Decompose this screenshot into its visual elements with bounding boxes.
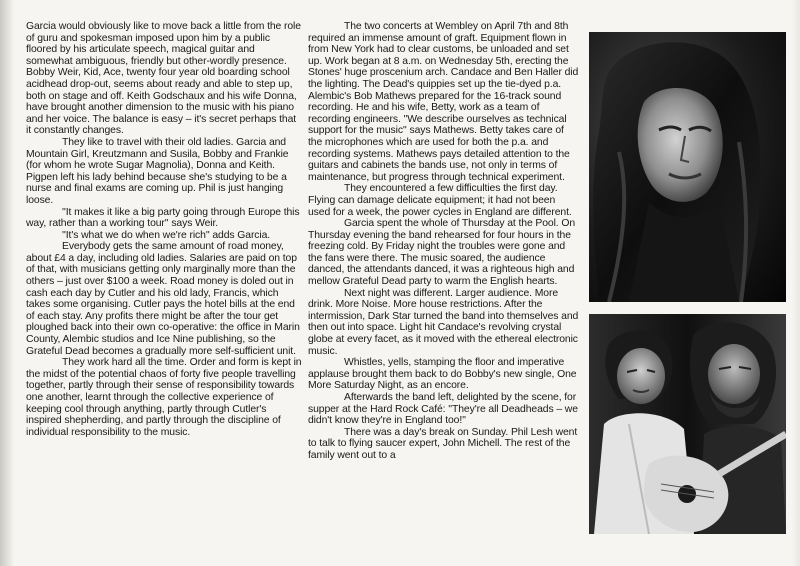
photo-guitarists-on-stage: [589, 314, 786, 534]
paragraph: Whistles, yells, stamping the floor and imperative applause brought them back to do Bobby's new single, One More Saturday Night, as an encore.: [308, 357, 577, 392]
paragraph: ''It's what we do when we're rich'' adds Garcia.: [62, 229, 271, 241]
paragraph: Everybody gets the same amount of road money, about £4 a day, including old ladies. Salaries are paid on top of that, with musicians getting only marginally more than the others – just over $100 a week. Road money is doled out in cash each day by Cutler and his old lady, Francis, which takes some organising. Cutler pays the hotel bills at the end of each stay. Any profits there might be after the tour get ploughed back into their own co-operative: the office in Marin County, Alembic studios and Ice Nine publishing, so the Grateful Dead becomes a gradually more self-sufficient unit.: [26, 241, 300, 357]
paragraph: Next night was different. Larger audience. More drink. More Noise. More house restrictions. After the intermission, Dark Star turned the band into themselves and then out into space. Light hit Candace's revolving crystal globe at every facet, as it moved with the ethereal electronic music.: [308, 287, 579, 357]
left-text-column: [26, 21, 302, 438]
paragraph: They like to travel with their old ladies. Garcia and Mountain Girl, Kreutzmann and Susila, Bobby and Frankie (for whom he wrote Sugar Magnolia), Donna and Keith. Pigpen left his lady behind because she's studying to be a nurse and final exams are coming up. Phil is just hanging loose.: [26, 136, 289, 206]
paragraph: Garcia spent the whole of Thursday at the Pool. On Thursday evening the band rehearsed for four hours in the freezing cold. By Friday night the troubles were gone and the fans were there. The music soared, the audience danced, the attendants danced, it was a righteous high and mellow Grateful Dead party to warm the English hearts.: [308, 218, 576, 288]
paragraph: Garcia would obviously like to move back a little from the role of guru and spokesman imposed upon him by a public floored by his articulate speech, magical guitar and somewhat ambiguous, friendly but other-wordly presence. Bobby Weir, Kid, Ace, twenty four year old boarding school acidhead drop-out, seems about ready and able to step up, both on stage and off. Keith Godschaux and his wife Donna, have brought another dimension to the music with his piano and her voice. The balance is easy – it's secret perhaps that it constantly changes.: [26, 21, 301, 137]
binding-shadow: [0, 0, 14, 566]
paragraph: Afterwards the band left, delighted by the scene, for supper at the Hard Rock Café: ''They're all Deadheads – we didn't know they're in England too!'': [308, 392, 578, 427]
page-edge: [792, 0, 800, 566]
paragraph: They work hard all the time. Order and form is kept in the midst of the potential chaos of forty five people travelling together, partly through their sense of responsibility towards one another, learnt through the collective experience of keeping cool through anything, partly through Cutler's inspired shepherding, and partly through the discipline of individual responsibility to the music.: [26, 357, 302, 438]
middle-text-column: [308, 21, 580, 462]
paragraph: The two concerts at Wembley on April 7th and 8th required an immense amount of graft. Equipment flown in from New York had to clear customs, be unloaded and set up. Work began at 8 a.m. on Wednesday 5th, erecting the Stones' huge proscenium arch. Candace and Ben Haller did the lighting. The Dead's quippies set up the tie-dyed p.a. Alembic's Bob Mathews prepared for the 16-track sound recording. He and his wife, Betty, work as a team of recording engineers. ''We describe ourselves as technical support for the music'' says Mathews. Betty takes care of the microphones which are used for both the p.a. and recording systems. Mathews pays detailed attention to the guitars and cabinets the bands use, not only in terms of maintenance, but progress through technical experiment.: [308, 21, 579, 183]
paragraph: They encountered a few difficulties the first day. Flying can damage delicate equipment; it had not been used for a week, the power cycles in England are different.: [308, 183, 572, 218]
paragraph: There was a day's break on Sunday. Phil Lesh went to talk to flying saucer expert, John Michell. The rest of the family went out to a: [308, 426, 578, 461]
photo-long-haired-musician: [589, 32, 786, 302]
paragraph: ''It makes it like a big party going through Europe this way, rather than a working tour'' says Weir.: [26, 206, 300, 230]
